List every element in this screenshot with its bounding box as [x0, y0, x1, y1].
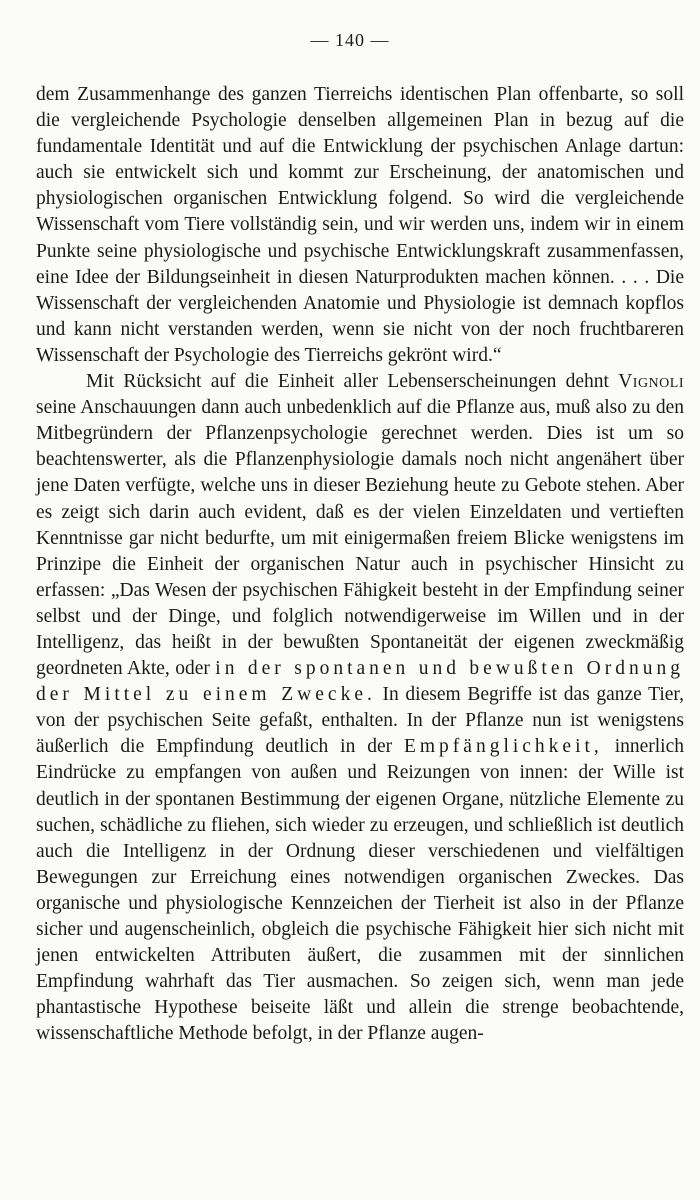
paragraph-lead: Mit Rücksicht auf die Einheit aller Lebenserscheinungen dehnt [86, 371, 609, 393]
paragraph-part-1: seine Anschauungen dann auch unbedenklich auf die Pflanze aus, muß also zu den Mitbegründern der Pflanzenpsychologie gerechnet werden. Dies ist um so beachtenswerter, als die Pflanzenphysiologie damals noch nicht angenähert über jene Daten verfügte, welche uns in dieser Beziehung heute zu Gebote stehen. Aber es zeigt sich darin auch evident, daß es der vielen Einzeldaten und vertieften Kenntnisse gar nicht bedurfte, um mit einigermaßen freiem Blicke wenigstens im Prinzipe die Einheit der organischen Natur auch in psychischer Hinsicht zu erfassen: „Das Wesen der psychischen Fähigkeit besteht in der Empfindung seiner selbst und der Dinge, und folglich notwendigerweise im Willen und in der Intelligenz, das heißt in der bewußten Spontaneität der eigenen zweckmäßig geordneten Akte, oder [36, 397, 684, 680]
page-number: — 140 — [310, 30, 390, 50]
emphasized-phrase-1: in der spontanen und bewußten Ordnung der Mittel zu einem Zwecke. [36, 658, 684, 706]
emphasized-phrase-2: Empfänglichkeit, [403, 736, 603, 758]
author-name: Vignoli [618, 371, 684, 393]
body-text [36, 82, 684, 1047]
paragraph-vignoli [36, 369, 684, 1047]
paragraph-part-3: innerlich Eindrücke zu empfangen von außen und Reizungen von innen: der Wille ist deutlich in der spontanen Bestimmung der eigenen Organe, nützliche Elemente zu suchen, schädliche zu fliehen, sich wieder zu erzeugen, und schließlich ist deutlich auch die Intelligenz in der Ordnung dieser verschiedenen und vielfältigen Bewegungen zur Erreichung eines notwendigen organischen Zweckes. Das organische und physiologische Kennzeichen der Tierheit ist also in der Pflanze sicher und augenscheinlich, obgleich die psychische Fähigkeit hier sich nicht mit jenen entwickelten Attributen äußert, die zusammen mit der sinnlichen Empfindung wahrhaft das Tier ausmachen. So zeigen sich, wenn man jede phantastische Hypothese beiseite läßt und allein die strenge beobachtende, wissenschaftliche Methode befolgt, in der Pflanze augen- [36, 736, 684, 1045]
paragraph-part-2: In diesem Begriffe ist das ganze Tier, von der psychischen Seite gefaßt, enthalten. In der Pflanze nun ist wenigstens äußerlich die Empfindung deutlich in der [36, 684, 685, 758]
paragraph-continued: dem Zusammenhange des ganzen Tierreichs identischen Plan offenbarte, so soll die vergleichende Psychologie denselben allgemeinen Plan in bezug auf die fundamentale Identität und auf die Entwicklung der psychischen Anlage dartun: auch sie entwickelt sich und kommt zur Erscheinung, der anatomischen und physiologischen organischen Entwicklung folgend. So wird die vergleichende Wissenschaft vom Tiere vollständig sein, und wir werden uns, indem wir in einem Punkte seine physiologische und psychische Entwicklungskraft zusammenfassen, eine Idee der Bildungseinheit in diesen Naturprodukten machen können. . . . Die Wissenschaft der vergleichenden Anatomie und Physiologie ist demnach kopflos und kann nicht verstanden werden, wenn sie nicht von der noch fruchtbareren Wissenschaft der Psychologie des Tierreichs gekrönt wird.“ [36, 84, 684, 366]
